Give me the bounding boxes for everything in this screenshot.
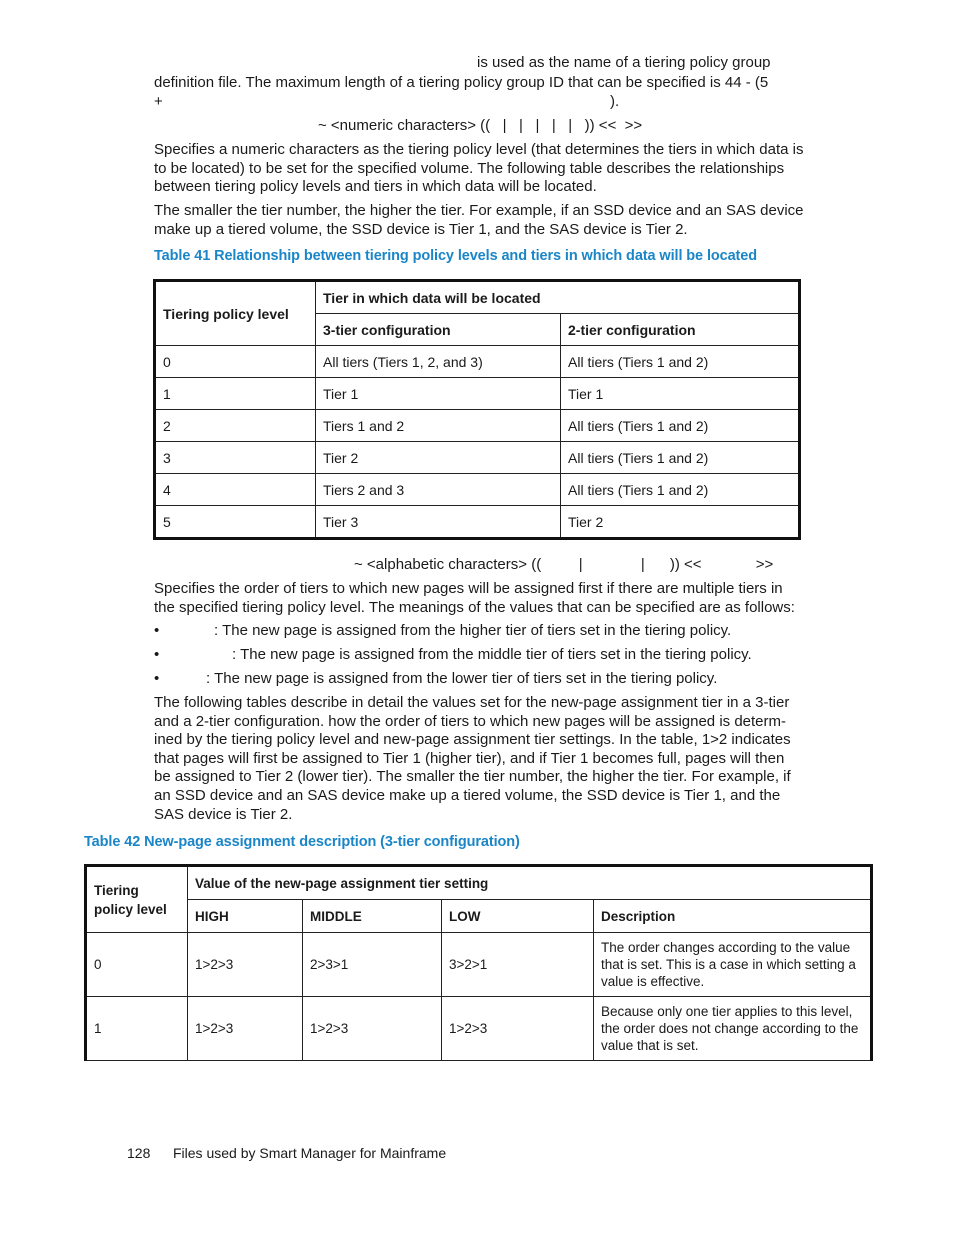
table-cell: All tiers (Tiers 1 and 2) — [561, 410, 800, 442]
table-cell: Tier 3 — [316, 506, 561, 539]
table-row — [86, 933, 872, 997]
table-cell: 5 — [155, 506, 316, 539]
table-42-header-desc: Description — [594, 900, 872, 933]
bullet-marker: • — [154, 670, 160, 687]
table-row — [155, 442, 800, 474]
table-cell: All tiers (Tiers 1 and 2) — [561, 442, 800, 474]
bullet-marker: • — [154, 646, 160, 663]
paragraph-tier-order: The smaller the tier number, the higher the tier. For example, if an SSD device and an SAS device make up a tiered volume, the SSD device is Tier 1, and the SAS device is Tier 2. — [154, 202, 804, 238]
table-row — [155, 474, 800, 506]
table-cell: 1 — [86, 997, 188, 1061]
syntax-numeric: ~ <numeric characters> (( | | | | | )) << >> — [318, 117, 643, 134]
bullet-middle — [154, 646, 752, 663]
table-cell: 2 — [155, 410, 316, 442]
table-cell: The order changes according to the value that is set. This is a case in which setting a value is effective. — [594, 933, 872, 997]
table-cell: All tiers (Tiers 1 and 2) — [561, 346, 800, 378]
table-cell: 1>2>3 — [188, 997, 303, 1061]
bullet-text: : The new page is assigned from the middle tier of tiers set in the tiering policy. — [232, 646, 752, 663]
table-cell: All tiers (Tiers 1, 2, and 3) — [316, 346, 561, 378]
top-fragment-plus: + — [154, 93, 163, 110]
table-row — [155, 346, 800, 378]
table-cell: Tier 1 — [316, 378, 561, 410]
table-42-caption: Table 42 New-page assignment description (3-tier configuration) — [84, 834, 520, 850]
table-cell: 1 — [155, 378, 316, 410]
bullet-marker: • — [154, 622, 160, 639]
footer-title: Files used by Smart Manager for Mainframe — [173, 1145, 447, 1161]
table-cell: 0 — [86, 933, 188, 997]
paragraph-new-page-order: Specifies the order of tiers to which new pages will be assigned first if there are multiple tiers in the specified tiering policy level. The meanings of the values that can be specified are as follows: — [154, 580, 795, 616]
table-row — [155, 410, 800, 442]
table-cell: 4 — [155, 474, 316, 506]
table-cell: Tier 2 — [316, 442, 561, 474]
table-cell: 1>2>3 — [188, 933, 303, 997]
table-42-header-middle: MIDDLE — [303, 900, 442, 933]
table-41-caption: Table 41 Relationship between tiering policy levels and tiers in which data will be located — [154, 248, 758, 264]
table-cell: All tiers (Tiers 1 and 2) — [561, 474, 800, 506]
table-cell: Because only one tier applies to this level, the order does not change according to the value that is set. — [594, 997, 872, 1061]
top-fragment-line1: is used as the name of a tiering policy group — [477, 54, 771, 71]
table-row — [86, 997, 872, 1061]
table-41-header-group: Tier in which data will be located — [316, 281, 800, 314]
table-row — [155, 506, 800, 539]
paragraph-table-intro: The following tables describe in detail the values set for the new-page assignment tier in a 3-tier and a 2-tier configuration. how the order of tiers to which new pages will be assigned is determ-ined by the tiering policy level and new-page assignment tier settings. In the table, 1>2 indicates that pages will first be assigned to Tier 1 (higher tier), and if Tier 1 becomes full, pages will then be assigned to Tier 2 (lower tier). The smaller the tier number, the higher the tier. For example, if an SSD device and an SAS device make up a tiered volume, the SSD device is Tier 1, and the SAS device is Tier 2. — [154, 694, 791, 823]
table-42-header-level: Tiering policy level — [86, 866, 188, 933]
table-row — [155, 378, 800, 410]
bullet-text: : The new page is assigned from the lower tier of tiers set in the tiering policy. — [206, 670, 718, 687]
table-41-header-2tier: 2-tier configuration — [561, 314, 800, 346]
table-cell: Tiers 2 and 3 — [316, 474, 561, 506]
table-cell: 3>2>1 — [442, 933, 594, 997]
table-42-header-group: Value of the new-page assignment tier setting — [188, 866, 872, 900]
table-42-header-low: LOW — [442, 900, 594, 933]
table-cell: 1>2>3 — [303, 997, 442, 1061]
table-cell: 1>2>3 — [442, 997, 594, 1061]
table-cell: 3 — [155, 442, 316, 474]
bullet-low — [154, 670, 718, 687]
top-fragment-end: ). — [610, 93, 620, 110]
syntax-alphabetic: ~ <alphabetic characters> (( | | )) << >> — [354, 556, 774, 573]
paragraph-tiering-level: Specifies a numeric characters as the tiering policy level (that determines the tiers in which data is to be located) to be set for the specified volume. The following table describes the relationships between tiering policy levels and tiers in which data will be located. — [154, 141, 804, 196]
table-cell: Tiers 1 and 2 — [316, 410, 561, 442]
table-42 — [84, 864, 873, 1061]
page-number: 128 — [127, 1145, 151, 1161]
table-cell: 0 — [155, 346, 316, 378]
table-cell: Tier 1 — [561, 378, 800, 410]
table-41-header-3tier: 3-tier configuration — [316, 314, 561, 346]
top-fragment-line2: definition file. The maximum length of a tiering policy group ID that can be specified is 44 - (5 — [154, 74, 769, 91]
bullet-high — [154, 622, 732, 639]
bullet-text: : The new page is assigned from the higher tier of tiers set in the tiering policy. — [214, 622, 732, 639]
table-42-header-high: HIGH — [188, 900, 303, 933]
table-41 — [153, 279, 801, 540]
table-cell: Tier 2 — [561, 506, 800, 539]
table-41-header-level: Tiering policy level — [155, 281, 316, 346]
table-cell: 2>3>1 — [303, 933, 442, 997]
